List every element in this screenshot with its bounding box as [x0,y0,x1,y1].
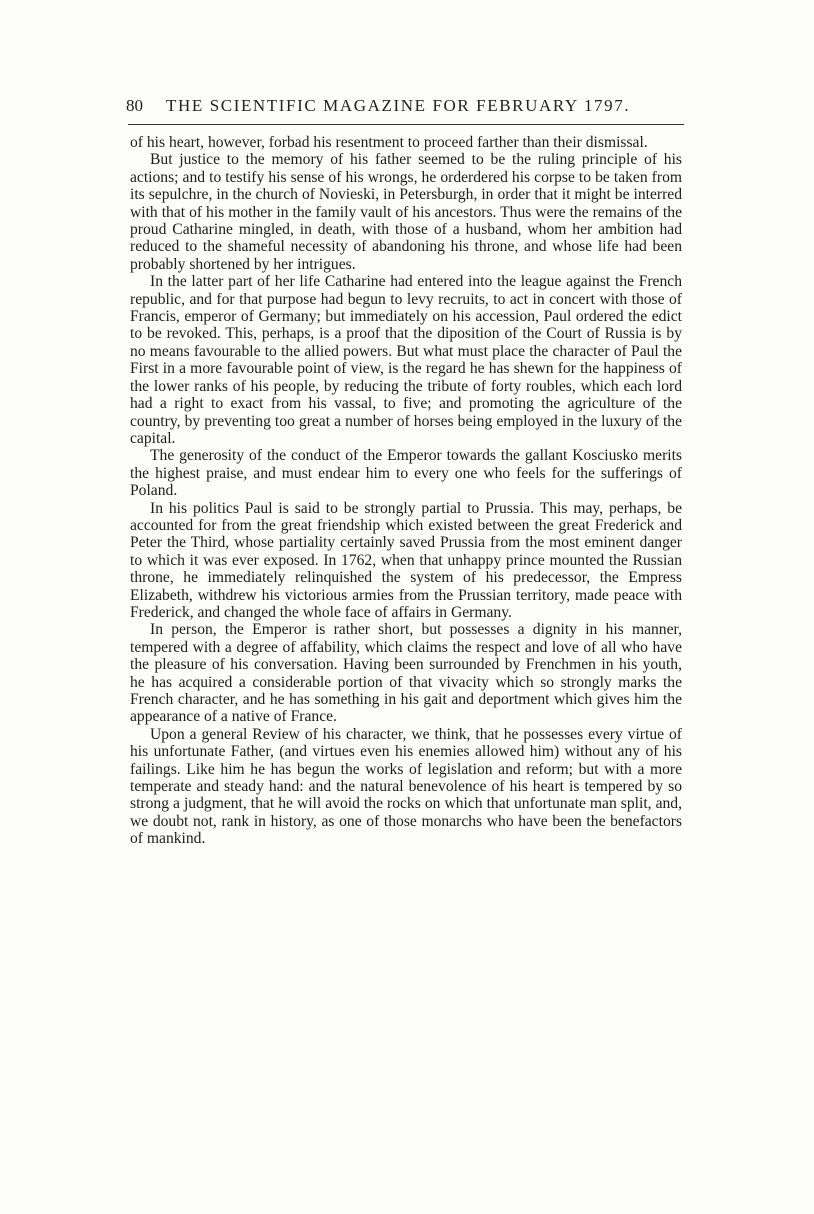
running-head-title: THE SCIENTIFIC MAGAZINE FOR FEBRUARY 1797. [166,96,631,115]
header-rule [128,124,684,125]
article-body [130,134,682,848]
paragraph: Upon a general Review of his character, we think, that he possesses every virtue of his unfortunate Father, (and virtues even his enemies allowed him) without any of his failings. Like him he has begun the works of legislation and reform; but with a more temperate and steady hand: and the natural benevolence of his heart is tempered by so strong a judgment, that he will avoid the rocks on which that unfortunate man split, and, we doubt not, rank in history, as one of those monarchs who have been the benefactors of mankind. [130,725,682,848]
page-number: 80 [126,96,143,115]
running-head [126,96,682,122]
paragraph: In his politics Paul is said to be strongly partial to Prussia. This may, perhaps, be accounted for from the great friendship which existed between the great Frederick and Peter the Third, whose partiality certainly saved Prussia from the most eminent danger to which it was ever exposed. In 1762, when that unhappy prince mounted the Russian throne, he immediately relinquished the system of his predecessor, the Empress Elizabeth, withdrew his victorious armies from the Prussian territory, made peace with Frederick, and changed the whole face of affairs in Germany. [130,499,682,621]
paragraph: In person, the Emperor is rather short, but possesses a dignity in his manner, tempered with a degree of affability, which claims the respect and love of all who have the pleasure of his conversation. Having been surrounded by Frenchmen in his youth, he has acquired a considerable portion of that vivacity which so strongly marks the French character, and he has something in his gait and deportment which gives him the appearance of a native of France. [130,621,682,726]
paragraph: In the latter part of her life Catharine had entered into the league against the French republic, and for that purpose had begun to levy recruits, to act in concert with those of Francis, emperor of Germany; but immediately on his accession, Paul ordered the edict to be revoked. This, perhaps, is a proof that the diposition of the Court of Russia is by no means favourable to the allied powers. But what must place the character of Paul the First in a more favourable point of view, is the regard he has shewn for the happiness of the lower ranks of his people, by reducing the tribute of forty roubles, which each lord had a right to exact from his vassal, to five; and promoting the agriculture of the country, by preventing too great a number of horses being employed in the luxury of the capital. [130,273,682,447]
paragraph: But justice to the memory of his father seemed to be the ruling principle of his actions; and to testify his sense of his wrongs, he orderdered his corpse to be taken from its sepulchre, in the church of Novieski, in Petersburgh, in order that it might be interred with that of his mother in the family vault of his ancestors. Thus were the remains of the proud Catharine mingled, in death, with those of a husband, whom her ambition had reduced to the shameful necessity of abandoning his throne, and whose life had been probably shortened by her intrigues. [130,151,682,273]
paragraph: of his heart, however, forbad his resentment to proceed farther than their dismissal. [130,134,648,151]
paragraph: The generosity of the conduct of the Emperor towards the gallant Kosciusko merits the highest praise, and must endear him to every one who feels for the sufferings of Poland. [130,447,682,500]
